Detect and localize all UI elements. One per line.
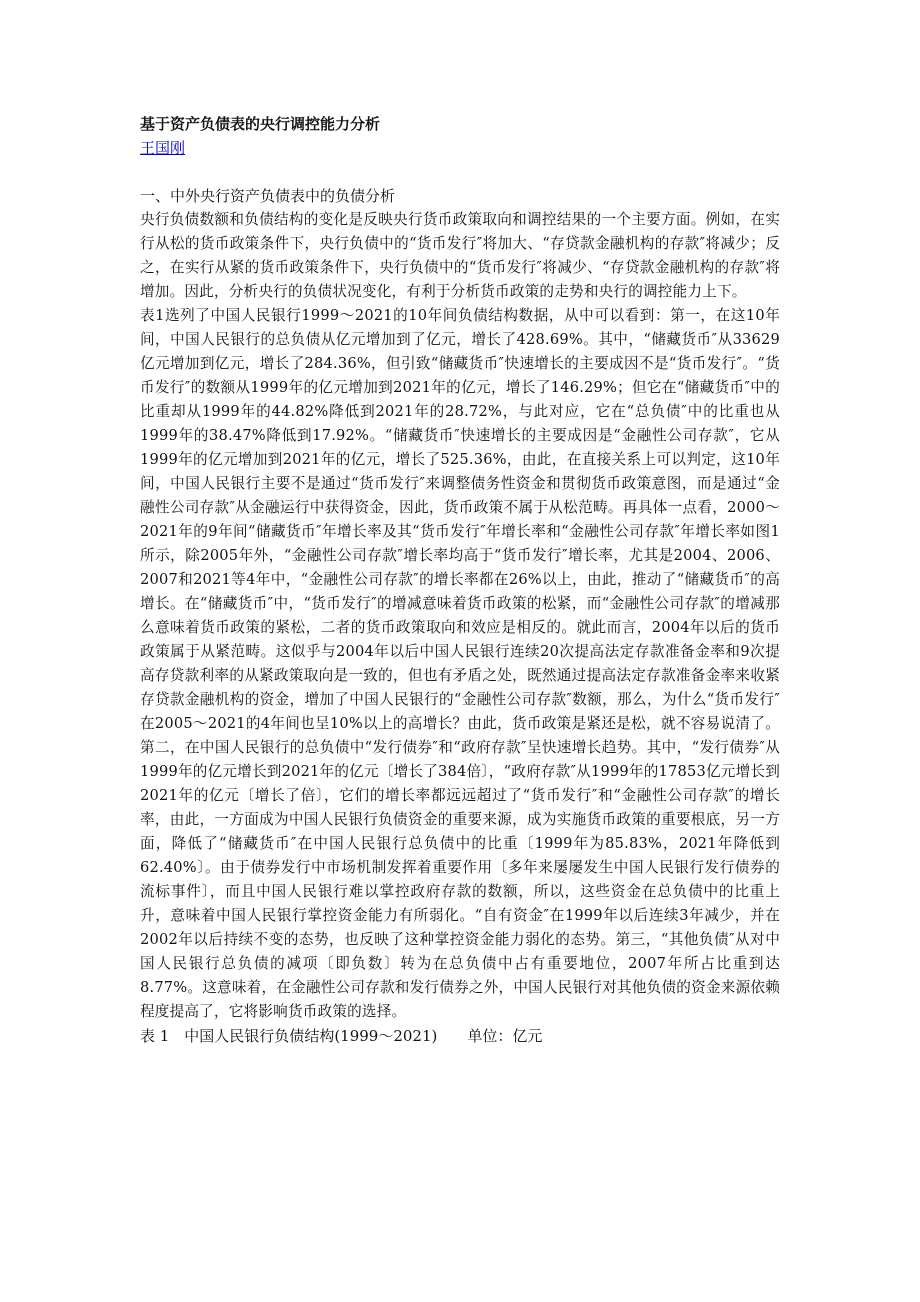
paragraph-intro: 央行负债数额和负债结构的变化是反映央行货币政策取向和调控结果的一个主要方面。例如，在实行从松的货币政策条件下，央行负债中的“货币发行″将加大、“存贷款金融机构的存款″将减少；反之，在实行从紧的货币政策条件下，央行负债中的“货币发行″将减少、“存贷款金融机构的存款″将增加。因此，分析央行的负债状况变化，有利于分析货币政策的走势和央行的调控能力上下。: [140, 211, 780, 300]
section-heading: 一、中外央行资产负债表中的负债分析: [140, 187, 396, 205]
blank-line: [140, 160, 780, 184]
author-link[interactable]: 王国刚: [140, 139, 186, 157]
table-caption: 表 1 中国人民银行负债结构(1999～2021) 单位：亿元: [140, 1027, 543, 1045]
article-title: 基于资产负债表的央行调控能力分析: [140, 115, 381, 133]
document-body: [140, 112, 780, 1048]
paragraph-analysis: 表1选列了中国人民银行1999～2021的10年间负债结构数据，从中可以看到：第一，在这10年间，中国人民银行的总负债从亿元增加到了亿元，增长了428.69%。其中，“储藏货币″从33629亿元增加到亿元，增长了284.36%，但引致“储藏货币″快速增长的主要成因不是“货币发行″。“货币发行″的数额从1999年的亿元增加到2021年的亿元，增长了146.29%；但它在“储藏货币″中的比重却从1999年的44.82%降低到2021年的28.72%，与此对应，它在“总负债″中的比重也从1999年的38.47%降低到17.92%。“储藏货币″快速增长的主要成因是“金融性公司存款″，它从1999年的亿元增加到2021年的亿元，增长了525.36%，由此，在直接关系上可以判定，这10年间，中国人民银行主要不是通过“货币发行″来调整债务性资金和贯彻货币政策意图，而是通过“金融性公司存款″从金融运行中获得资金，因此，货币政策不属于从松范畴。再具体一点看，2000～2021年的9年间“储藏货币″年增长率及其“货币发行″年增长率和“金融性公司存款″年增长率如图1所示，除2005年外，“金融性公司存款″增长率均高于“货币发行″增长率，尤其是2004、2006、2007和2021等4年中，“金融性公司存款″的增长率都在26%以上，由此，推动了“储藏货币″的高增长。在“储藏货币″中，“货币发行″的增减意味着货币政策的松紧，而“金融性公司存款″的增减那么意味着货币政策的紧松，二者的货币政策取向和效应是相反的。就此而言，2004年以后的货币政策属于从紧范畴。这似乎与2004年以后中国人民银行连续20次提高法定存款准备金率和9次提高存贷款利率的从紧政策取向是一致的，但也有矛盾之处，既然通过提高法定存款准备金率来收紧存贷款金融机构的资金，增加了中国人民银行的“金融性公司存款″数额，那么，为什么“货币发行″在2005～2021的4年间也呈10%以上的高增长？由此，货币政策是紧还是松，就不容易说清了。第二，在中国人民银行的总负债中“发行债券″和“政府存款″呈快速增长趋势。其中，“发行债券″从1999年的亿元增长到2021年的亿元〔增长了384倍〕，“政府存款″从1999年的17853亿元增长到2021年的亿元〔增长了倍〕，它们的增长率都远远超过了“货币发行″和“金融性公司存款″的增长率，由此，一方面成为中国人民银行负债资金的重要来源，成为实施货币政策的重要根底，另一方面，降低了“储藏货币″在中国人民银行总负债中的比重〔1999年为85.83%，2021年降低到62.40%〕。由于债券发行中市场机制发挥着重要作用〔多年来屡屡发生中国人民银行发行债券的流标事件〕，而且中国人民银行难以掌控政府存款的数额，所以，这些资金在总负债中的比重上升，意味着中国人民银行掌控资金能力有所弱化。“自有资金″在1999年以后连续3年减少，并在2002年以后持续不变的态势，也反映了这种掌控资金能力弱化的态势。第三，“其他负债″从对中国人民银行总负债的减项〔即负数〕转为在总负债中占有重要地位，2007年所占比重到达8.77%。这意味着，在金融性公司存款和发行债券之外，中国人民银行对其他负债的资金来源依赖程度提高了，它将影响货币政策的选择。: [140, 307, 780, 1020]
